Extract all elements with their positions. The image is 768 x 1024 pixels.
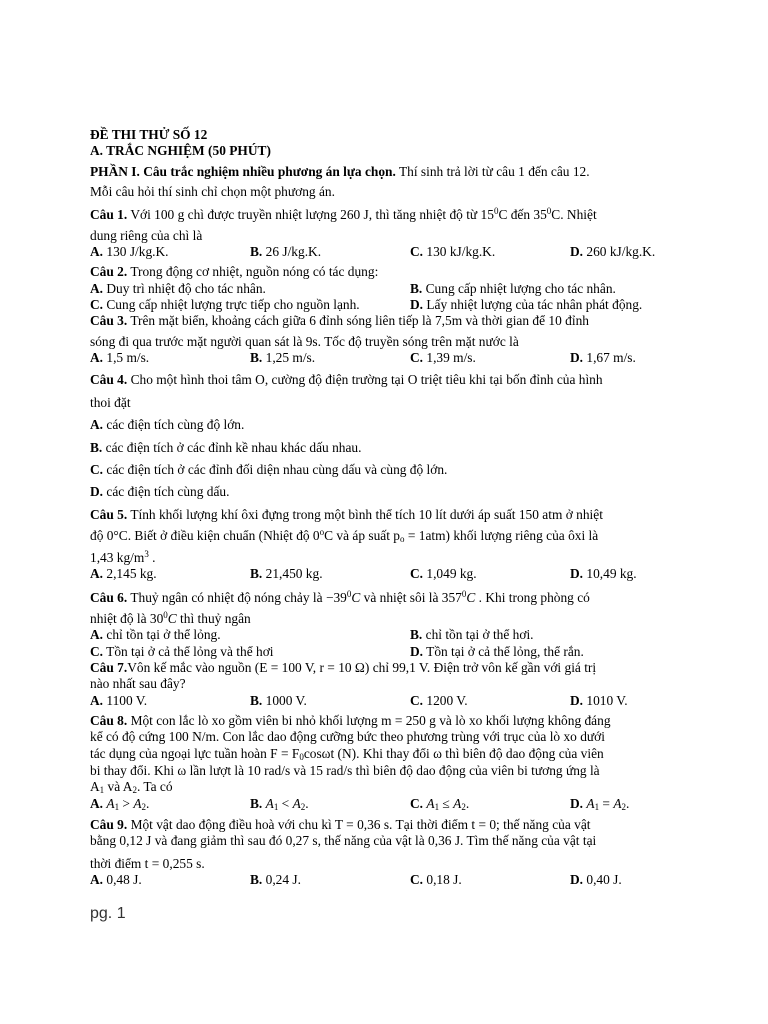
option-a[interactable]: A. 130 J/kg.K. <box>90 244 169 260</box>
option-c[interactable]: C. 130 kJ/kg.K. <box>410 244 496 260</box>
option-d[interactable]: D. các điện tích cùng dấu. <box>90 484 230 500</box>
option-d[interactable]: D. Tồn tại ở cả thể lỏng, thể rắn. <box>410 643 584 659</box>
option-b[interactable]: B. chỉ tồn tại ở thể hơi. <box>410 627 534 643</box>
question-1-options <box>90 244 680 260</box>
question-1: Câu 1. Với 100 g chì được truyền nhiệt lượng 260 J, thì tăng nhiệt độ từ $15^0C$ đến $35^0C$. Nhiệt <box>90 206 597 223</box>
option-c[interactable]: C. Tồn tại ở cả thể lỏng và thể hơi <box>90 643 274 659</box>
page-number: pg. 1 <box>90 905 126 922</box>
option-a[interactable]: A. chỉ tồn tại ở thể lỏng. <box>90 627 221 643</box>
question-9-options <box>90 872 680 888</box>
question-2-options-row2 <box>90 297 680 313</box>
option-a[interactable]: A. 1100 V. <box>90 692 148 708</box>
option-b[interactable]: B. các điện tích ở các đỉnh kề nhau khác dấu nhau. <box>90 439 362 455</box>
option-a[interactable]: A. 0,48 J. <box>90 871 142 887</box>
option-d[interactable]: D. 10,49 kg. <box>570 566 637 582</box>
question-8-line4: bi thay đổi. Khi ω lần lượt là 10 rad/s và 15 rad/s thì biên độ dao động của viên bi tương ứng là <box>90 762 600 778</box>
option-c[interactable]: C. 1200 V. <box>410 692 468 708</box>
option-b[interactable]: B. 26 J/kg.K. <box>250 244 322 260</box>
question-9-line3: thời điểm t = 0,255 s. <box>90 855 205 871</box>
question-5: Câu 5. Tính khối lượng khí ôxi đựng trong một bình thể tích 10 lít dưới áp suất 150 atm ở nhiệt <box>90 506 603 522</box>
option-a[interactable]: A. các điện tích cùng độ lớn. <box>90 417 245 433</box>
option-c[interactable]: C. 1,049 kg. <box>410 566 477 582</box>
exam-page <box>90 127 680 888</box>
part-instruction-line2: Mỗi câu hỏi thí sinh chỉ chọn một phương án. <box>90 184 335 200</box>
question-1-line2: dung riêng của chì là <box>90 227 203 243</box>
part-instruction: PHẦN I. Câu trắc nghiệm nhiều phương án lựa chọn. Thí sinh trả lời từ câu 1 đến câu 12. <box>90 163 590 179</box>
option-d[interactable]: D. 1,67 m/s. <box>570 350 636 366</box>
question-7: Câu 7.Vôn kế mắc vào nguồn (E = 100 V, r = 10 Ω) chỉ 99,1 V. Điện trở vôn kế gần với giá trị <box>90 659 597 675</box>
section-heading: A. TRẮC NGHIỆM (50 PHÚT) <box>90 143 271 159</box>
option-b[interactable]: B. 21,450 kg. <box>250 566 323 582</box>
question-5-line3: 1,43 $kg/m^3$ . <box>90 548 156 565</box>
option-c[interactable]: C. 1,39 m/s. <box>410 350 476 366</box>
question-7-options <box>90 693 680 709</box>
option-b[interactable]: B. Cung cấp nhiệt lượng cho tác nhân. <box>410 280 616 296</box>
question-6-line2: nhiệt độ là $30^0C$ thì thuỷ ngân <box>90 609 251 626</box>
option-b[interactable]: B. 1000 V. <box>250 692 307 708</box>
question-3-line2: sóng đi qua trước mặt người quan sát là 9s. Tốc độ truyền sóng trên mặt nước là <box>90 333 519 349</box>
question-9-line2: bằng 0,12 J và đang giảm thì sau đó 0,27 s, thế năng của vật là 0,36 J. Tìm thế năng của vật tại <box>90 833 597 849</box>
option-a[interactable]: A. 2,145 kg. <box>90 566 157 582</box>
option-d[interactable]: D. Lấy nhiệt lượng của tác nhân phát động. <box>410 297 643 313</box>
option-c[interactable]: C. 0,18 J. <box>410 871 462 887</box>
option-d[interactable]: D. $A_1 = A_2$. <box>570 795 630 812</box>
question-8-line3: tác dụng của ngoại lực tuần hoàn $F = F_0\cos\omega t$ (N). Khi thay đổi ω thì biên độ dao động của viên <box>90 745 604 762</box>
question-5-line2: độ 0°C. Biết ở điều kiện chuẩn (Nhiệt độ 0$^o$C và áp suất $p_o = 1atm$) khối lượng riêng của ôxi là <box>90 526 599 544</box>
option-a[interactable]: A. $A_1 > A_2$. <box>90 795 150 812</box>
option-b[interactable]: B. 1,25 m/s. <box>250 350 316 366</box>
option-c[interactable]: C. Cung cấp nhiệt lượng trực tiếp cho nguồn lạnh. <box>90 297 360 313</box>
question-8-line5: $A_1$ và $A_2$. Ta có <box>90 778 173 795</box>
option-d[interactable]: D. 260 kJ/kg.K. <box>570 244 656 260</box>
option-c[interactable]: C. các điện tích ở các đỉnh đối diện nhau cùng dấu và cùng độ lớn. <box>90 461 448 477</box>
question-6-options-row2 <box>90 644 680 660</box>
option-c[interactable]: C. $A_1 \le A_2$. <box>410 795 470 812</box>
option-d[interactable]: D. 0,40 J. <box>570 871 622 887</box>
question-6: Câu 6. Thuỷ ngân có nhiệt độ nóng chảy là $-39^0C$ và nhiệt sôi là $357^0C$ . Khi trong phòng có <box>90 588 590 605</box>
question-4-line2: thoi đặt <box>90 394 131 410</box>
option-b[interactable]: B. $A_1 < A_2$. <box>250 795 309 812</box>
question-3-options <box>90 350 680 366</box>
question-7-line2: nào nhất sau đây? <box>90 676 186 692</box>
question-5-options <box>90 566 680 582</box>
option-d[interactable]: D. 1010 V. <box>570 692 628 708</box>
question-2-options-row1 <box>90 281 680 297</box>
question-9: Câu 9. Một vật dao động điều hoà với chu kì T = 0,36 s. Tại thời điểm t = 0; thế năng của vật <box>90 816 591 832</box>
question-8-line2: kể có độ cứng 100 N/m. Con lắc dao động cưỡng bức theo phương trùng với trục của lò xo dưới <box>90 729 605 745</box>
question-8-options <box>90 796 680 813</box>
question-6-options-row1 <box>90 627 680 643</box>
question-8: Câu 8. Một con lắc lò xo gồm viên bi nhỏ khối lượng m = 250 g và lò xo khối lượng không đáng <box>90 712 611 728</box>
option-a[interactable]: A. Duy trì nhiệt độ cho tác nhân. <box>90 280 266 296</box>
option-a[interactable]: A. 1,5 m/s. <box>90 350 150 366</box>
option-b[interactable]: B. 0,24 J. <box>250 871 301 887</box>
question-2: Câu 2. Trong động cơ nhiệt, nguồn nóng có tác dụng: <box>90 264 379 280</box>
exam-title: ĐỀ THI THỬ SỐ 12 <box>90 127 208 142</box>
question-3: Câu 3. Trên mặt biển, khoảng cách giữa 6 đỉnh sóng liên tiếp là 7,5m và thời gian để 10 đỉnh <box>90 313 589 329</box>
question-4: Câu 4. Cho một hình thoi tâm O, cường độ điện trường tại O triệt tiêu khi tại bốn đỉnh của hình <box>90 372 603 388</box>
